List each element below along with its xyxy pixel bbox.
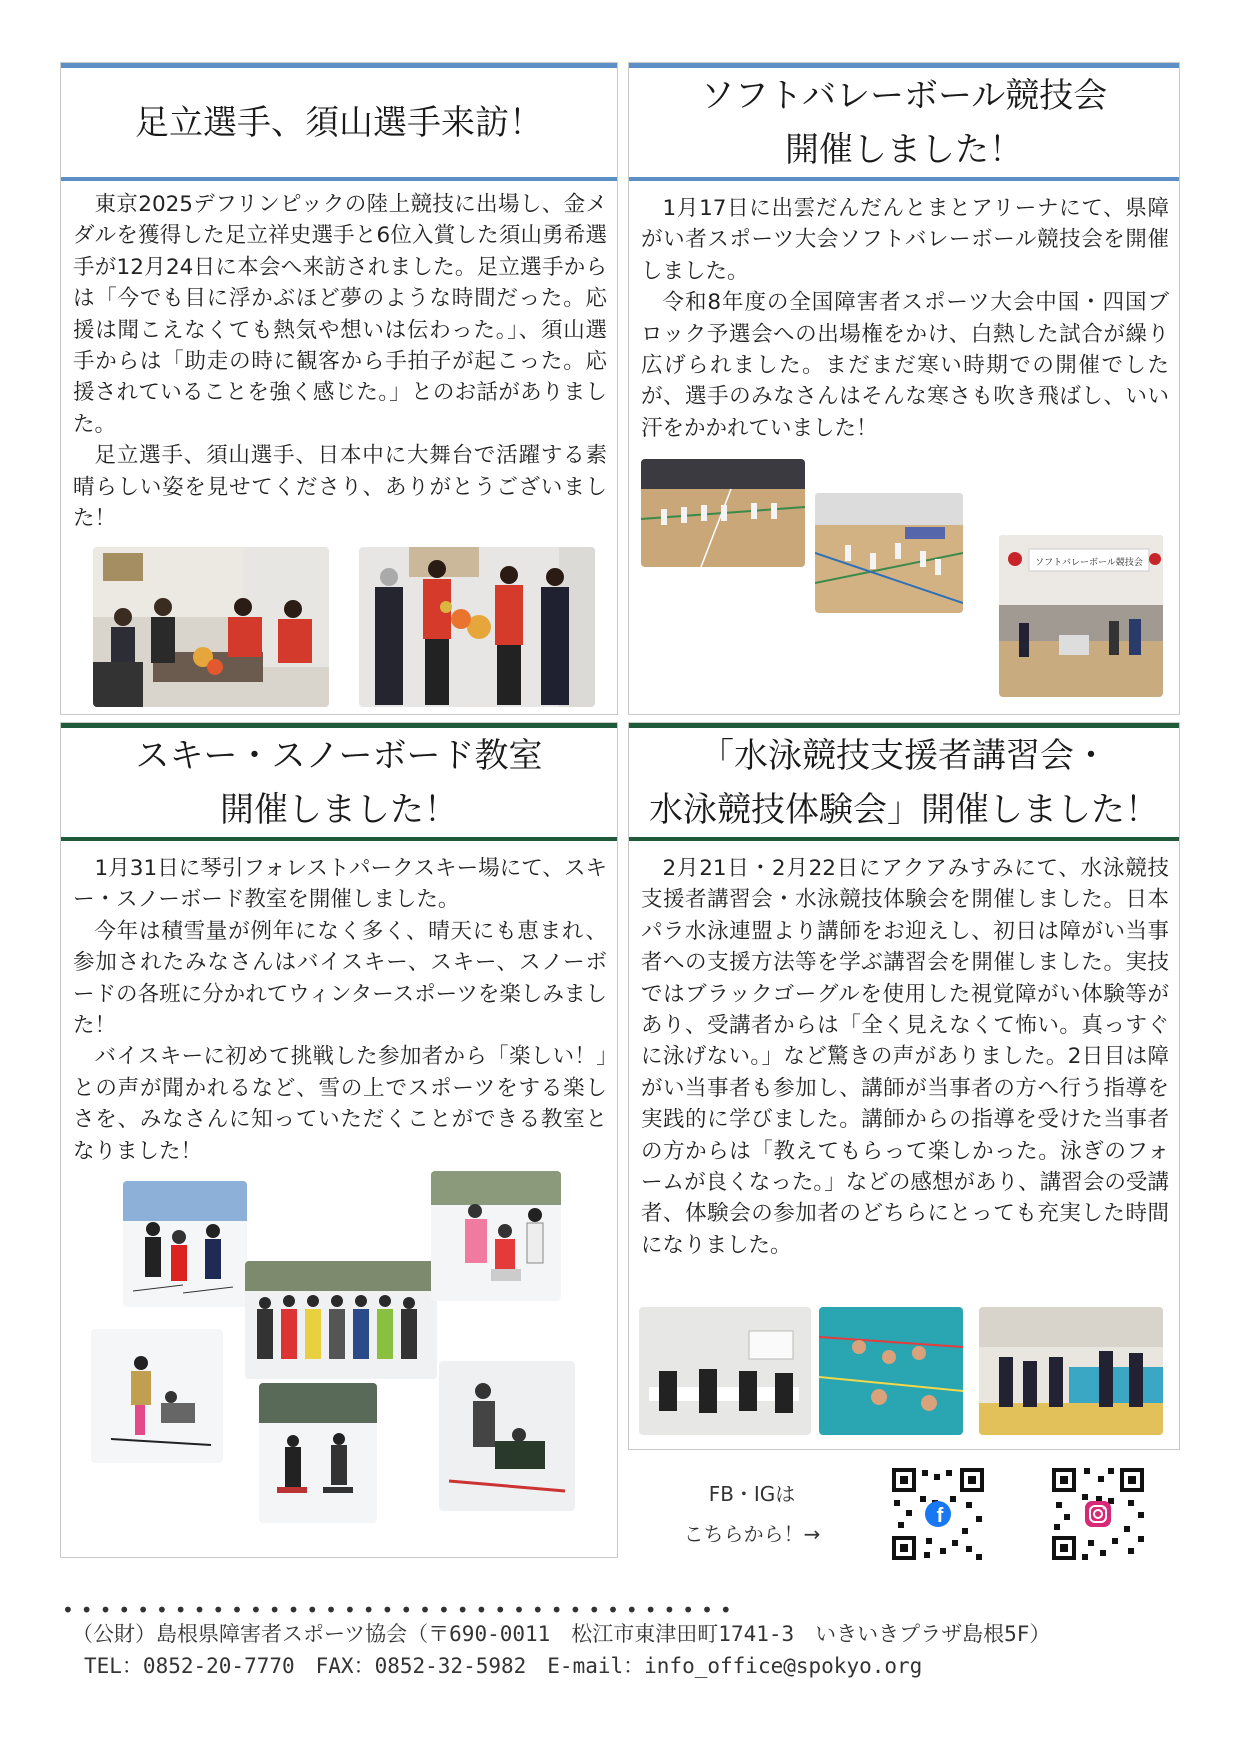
photo-visit-meeting xyxy=(93,547,329,707)
instagram-icon xyxy=(1085,1501,1111,1527)
paragraph: バイスキーに初めて挑戦した参加者から「楽しい！」との声が聞かれるなど、雪の上でスポーツをする楽しさを、みなさんに知っていただくことができる教室となりました！ xyxy=(73,1044,607,1164)
paragraph: 今年は積雪量が例年になく多く、晴天にも恵まれ、参加されたみなさんはバイスキー、スキー、スノーボードの各班に分かれてウィンタースポーツを楽しみました！ xyxy=(73,918,607,1039)
facebook-icon xyxy=(925,1501,951,1527)
photo-biski-2 xyxy=(439,1361,575,1511)
article-adachi xyxy=(60,62,618,715)
article-body xyxy=(641,193,1169,444)
photo-biski-1 xyxy=(91,1329,223,1463)
article-body xyxy=(641,853,1169,1261)
photo-swim-poolside xyxy=(979,1307,1163,1435)
photo-snowboard xyxy=(259,1383,377,1523)
instagram-qr-code[interactable] xyxy=(1050,1466,1146,1562)
facebook-qr-code[interactable] xyxy=(890,1466,986,1562)
svg-text:f: f xyxy=(936,1505,944,1527)
footer-contact: TEL：0852-20-7770 FAX：0852-32-5982 E-mail：info_office@spokyo.org xyxy=(84,1654,923,1678)
sns-caption-line1: FB・IGは xyxy=(708,1482,796,1506)
article-body xyxy=(73,189,607,534)
paragraph: 2月21日・2月22日にアクアみすみにて、水泳競技支援者講習会・水泳競技体験会を開催しました。日本パラ水泳連盟より講師をお迎えし、初日は障がい当事者への支援方法等を学ぶ講習会を開催しました。実技ではブラックゴーグルを使用した視覚障がい体験等があり、受講者からは「全く見えなくて怖い。真っすぐに泳げない。」など驚きの声がありました。2日目は障がい当事者も参加し、講師が当事者の方へ行う指導を実践的に学びました。講師からの指導を受けた当事者の方からは「教えてもらって楽しかった。泳ぎのフォームが良くなった。」などの感想があり、講習会の受講者、体験会の参加者のどちらにとっても充実した時間になりました。 xyxy=(641,856,1169,1258)
photo-swim-pool xyxy=(819,1307,963,1435)
article-title-line2: 開催しました！ xyxy=(785,129,1023,170)
paragraph: 東京2025デフリンピックの陸上競技に出場し、金メダルを獲得した足立祥史選手と6位入賞した須山勇希選手が12月24日に本会へ来訪されました。足立選手からは「今でも目に浮かぶほど夢のような時間だった。応援は聞こえなくても熱気や想いは伝わった。」、須山選手からは「助走の時に観客から手拍子が起こった。応援されていることを強く感じた。」とのお話がありました。 xyxy=(73,192,607,437)
photo-ski-group-1 xyxy=(123,1181,247,1307)
footer-address: （公財）島根県障害者スポーツ協会（〒690-0011 松江市東津田町1741-3 いきいきプラザ島根5F） xyxy=(72,1622,1051,1646)
article-body xyxy=(73,853,607,1167)
paragraph: 1月31日に琴引フォレストパークスキー場にて、スキー・スノーボード教室を開催しました。 xyxy=(73,856,607,913)
photo-swim-lecture xyxy=(639,1307,811,1435)
photo-ski-instruction xyxy=(431,1171,561,1301)
photo-volley-court-2 xyxy=(815,493,963,613)
banner-text: ソフトバレーボール競技会 xyxy=(1035,558,1143,568)
photo-visit-group xyxy=(359,547,595,707)
article-ski xyxy=(60,722,618,1558)
article-title-line1: ソフトバレーボール競技会 xyxy=(700,75,1108,116)
photo-volley-court-1 xyxy=(641,459,805,567)
paragraph: 足立選手、須山選手、日本中に大舞台で活躍する素晴らしい姿を見せてくださり、ありがとうございました！ xyxy=(73,443,607,532)
article-title: 足立選手、須山選手来訪！ xyxy=(135,102,543,143)
article-title-line1: 「水泳競技支援者講習会・ xyxy=(700,735,1108,776)
article-title-line2: 開催しました！ xyxy=(220,789,458,830)
photo-volley-ceremony xyxy=(999,535,1163,697)
article-softvolley xyxy=(628,62,1180,715)
article-header xyxy=(61,723,617,841)
photo-ski-group-photo xyxy=(245,1261,437,1379)
article-title-line2: 水泳競技体験会」開催しました！ xyxy=(649,789,1159,830)
paragraph: 1月17日に出雲だんだんとまとアリーナにて、県障がい者スポーツ大会ソフトバレーボール競技会を開催しました。 xyxy=(641,196,1169,284)
paragraph: 令和8年度の全国障害者スポーツ大会中国・四国ブロック予選会への出場権をかけ、白熱した試合が繰り広げられました。まだまだ寒い時期での開催でしたが、選手のみなさんはそんな寒さも吹き飛ばし、いい汗をかかれていました！ xyxy=(641,290,1169,441)
footer-divider: •••••••••••••••••••••••••••••••••••• xyxy=(62,1598,739,1622)
sns-caption-line2: こちらから！→ xyxy=(683,1522,821,1546)
article-title-line1: スキー・スノーボード教室 xyxy=(135,735,543,776)
article-header xyxy=(629,63,1179,181)
article-header xyxy=(629,723,1179,841)
article-swim xyxy=(628,722,1180,1450)
article-header xyxy=(61,63,617,181)
